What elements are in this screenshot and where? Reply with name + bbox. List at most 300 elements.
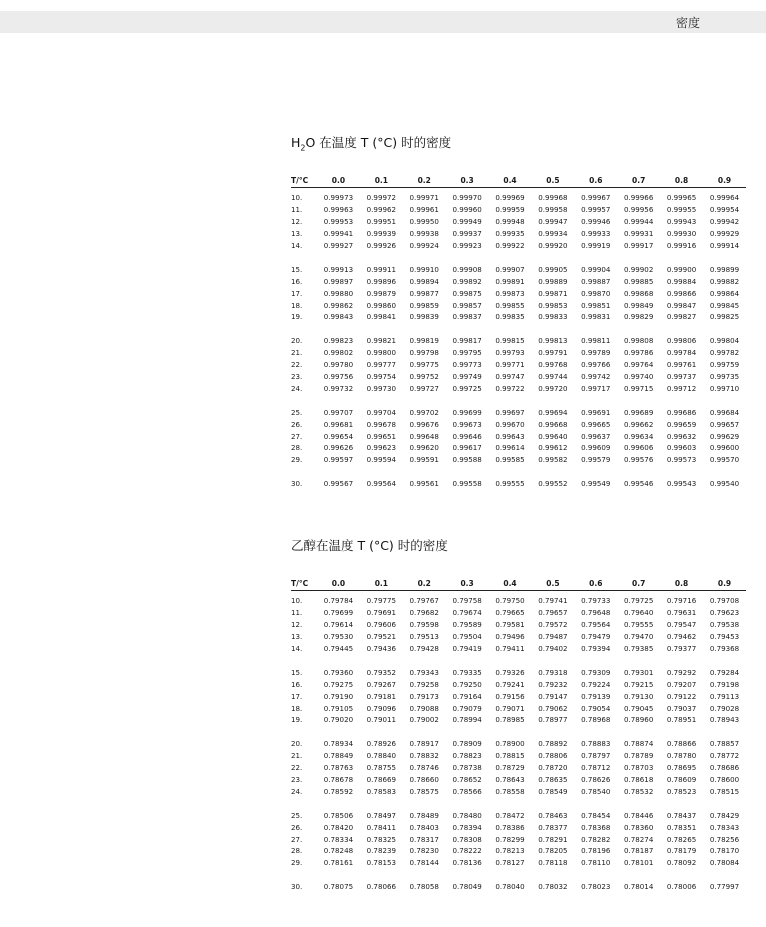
density-cell: 0.79496 [495,632,525,642]
density-cell: 0.99965 [666,193,697,203]
density-cell: 0.99585 [495,455,525,465]
density-cell: 0.78763 [323,763,354,773]
temperature-cell: 19. [291,312,303,322]
density-cell: 0.78549 [538,786,568,796]
density-cell: 0.79487 [538,632,568,642]
density-cell: 0.99926 [366,241,396,250]
temperature-cell: 16. [291,276,303,286]
density-cell: 0.78403 [409,822,439,832]
density-cell: 0.99697 [495,407,525,417]
density-cell: 0.99561 [409,479,439,489]
density-cell: 0.79716 [666,596,697,606]
density-cell: 0.99567 [323,479,354,489]
density-cell: 0.78032 [538,882,568,892]
density-cell: 0.99962 [366,205,396,215]
density-cell: 0.78720 [538,763,568,773]
density-cell: 0.99914 [709,241,740,250]
table-row [291,188,746,204]
density-cell: 0.79343 [409,667,439,677]
density-cell: 0.99908 [452,264,482,274]
density-cell: 0.99866 [666,288,697,298]
density-cell: 0.78265 [666,834,697,844]
density-cell: 0.79631 [666,608,697,618]
density-cell: 0.79640 [624,608,654,618]
density-cell: 0.79011 [366,715,396,725]
density-cell: 0.99953 [323,217,354,227]
density-cell: 0.99626 [323,443,354,453]
density-cell: 0.78857 [709,739,740,749]
density-cell: 0.79335 [452,667,482,677]
density-cell: 0.99800 [366,348,396,358]
table-row [291,275,746,287]
column-header: 0.9 [703,576,746,591]
density-cell: 0.79741 [538,596,568,606]
water-title-h: H [291,135,301,150]
density-cell: 0.78755 [366,763,396,773]
density-cell: 0.99877 [409,288,439,298]
density-cell: 0.99911 [366,264,396,274]
density-cell: 0.79318 [538,667,568,677]
density-cell: 0.99780 [323,360,354,370]
density-cell: 0.99678 [366,419,396,429]
density-cell: 0.79224 [581,679,611,689]
density-cell: 0.79250 [452,679,482,689]
density-cell: 0.99934 [538,229,568,239]
table-row [291,857,746,869]
density-cell: 0.78023 [581,882,611,892]
ethanol-table-title: 乙醇在温度 T (°C) 时的密度 [291,538,448,553]
density-cell: 0.78943 [709,715,740,725]
temperature-cell: 11. [291,608,303,618]
density-cell: 0.78660 [409,775,439,785]
density-cell: 0.99620 [409,443,439,453]
density-cell: 0.99913 [323,264,354,274]
temperature-cell: 15. [291,667,303,677]
density-cell: 0.78351 [666,822,697,832]
density-cell: 0.78515 [709,786,740,796]
density-cell: 0.78179 [666,846,697,856]
density-cell: 0.99951 [366,217,396,227]
density-cell: 0.99744 [538,372,568,382]
density-cell: 0.99606 [624,443,654,453]
density-cell: 0.99845 [709,300,740,310]
density-cell: 0.99910 [409,264,439,274]
density-cell: 0.79436 [366,644,396,653]
density-cell: 0.78609 [666,775,697,785]
density-cell: 0.99970 [452,193,482,203]
density-cell: 0.99942 [709,217,740,227]
density-cell: 0.99717 [581,383,611,393]
density-cell: 0.99919 [581,241,611,250]
density-cell: 0.99791 [538,348,568,358]
table-row [291,619,746,631]
density-cell: 0.99821 [366,336,396,346]
density-cell: 0.99600 [709,443,740,453]
density-cell: 0.99764 [624,360,654,370]
density-cell: 0.99960 [452,205,482,215]
density-cell: 0.78746 [409,763,439,773]
density-cell: 0.99973 [323,193,354,203]
density-cell: 0.78695 [666,763,697,773]
density-cell: 0.99829 [624,312,654,322]
density-cell: 0.99802 [323,348,354,358]
density-cell: 0.78360 [624,822,654,832]
density-cell: 0.99831 [581,312,611,322]
density-cell: 0.99948 [495,217,525,227]
density-cell: 0.99576 [624,455,654,465]
temperature-cell: 30. [291,882,303,892]
density-cell: 0.99964 [709,193,740,203]
density-cell: 0.99623 [366,443,396,453]
density-cell: 0.99766 [581,360,611,370]
density-cell: 0.78196 [581,846,611,856]
density-cell: 0.99813 [538,336,568,346]
density-cell: 0.79190 [323,691,354,701]
column-header: 0.6 [574,173,617,188]
density-cell: 0.99570 [709,455,740,465]
density-cell: 0.78823 [452,751,482,761]
density-cell: 0.78187 [624,846,654,856]
density-cell: 0.78849 [323,751,354,761]
density-cell: 0.77997 [709,882,740,892]
column-header: 0.3 [446,576,489,591]
density-cell: 0.99786 [624,348,654,358]
density-cell: 0.79411 [495,644,525,653]
density-cell: 0.78712 [581,763,611,773]
density-cell: 0.99686 [666,407,697,417]
table-row [291,738,746,750]
table-row [291,702,746,714]
density-cell: 0.99905 [538,264,568,274]
density-cell: 0.78489 [409,810,439,820]
density-cell: 0.99564 [366,479,396,489]
density-cell: 0.79028 [709,703,740,713]
table-row [291,845,746,857]
density-cell: 0.78230 [409,846,439,856]
density-cell: 0.78780 [666,751,697,761]
density-cell: 0.99546 [624,479,654,489]
table-row [291,785,746,797]
density-cell: 0.99916 [666,241,697,250]
density-cell: 0.99540 [709,479,740,489]
density-cell: 0.99935 [495,229,525,239]
density-cell: 0.78994 [452,715,482,725]
density-cell: 0.99694 [538,407,568,417]
temperature-cell: 23. [291,775,303,785]
density-cell: 0.99657 [709,419,740,429]
temperature-cell: 17. [291,691,303,701]
density-cell: 0.99835 [495,312,525,322]
density-cell: 0.99955 [666,205,697,215]
table-row [291,750,746,762]
density-cell: 0.99742 [581,372,611,382]
density-cell: 0.78917 [409,739,439,749]
density-cell: 0.79682 [409,608,439,618]
density-cell: 0.78118 [538,858,568,868]
density-cell: 0.78291 [538,834,568,844]
density-cell: 0.79258 [409,679,439,689]
density-cell: 0.79504 [452,632,482,642]
density-cell: 0.99771 [495,360,525,370]
density-cell: 0.99954 [709,205,740,215]
density-cell: 0.99968 [538,193,568,203]
density-cell: 0.99849 [624,300,654,310]
density-cell: 0.78523 [666,786,697,796]
temperature-cell: 19. [291,715,303,725]
density-cell: 0.99961 [409,205,439,215]
density-cell: 0.99789 [581,348,611,358]
density-cell: 0.99880 [323,288,354,298]
density-cell: 0.99939 [366,229,396,239]
water-table-title [291,133,746,151]
density-cell: 0.99949 [452,217,482,227]
density-cell: 0.99749 [452,372,482,382]
column-header: 0.2 [403,173,446,188]
density-cell: 0.99947 [538,217,568,227]
group-spacer [291,797,746,809]
density-cell: 0.99777 [366,360,396,370]
density-cell: 0.99632 [666,431,697,441]
density-cell: 0.79002 [409,715,439,725]
density-cell: 0.79733 [581,596,611,606]
temperature-cell: 30. [291,479,303,489]
density-cell: 0.78136 [452,858,482,868]
density-cell: 0.99922 [495,241,525,250]
density-cell: 0.99957 [581,205,611,215]
density-cell: 0.78386 [495,822,525,832]
table-row [291,204,746,216]
density-cell: 0.99612 [538,443,568,453]
table-row [291,833,746,845]
density-cell: 0.99879 [366,288,396,298]
density-cell: 0.79284 [709,667,740,677]
density-cell: 0.78874 [624,739,654,749]
temperature-cell: 25. [291,810,303,820]
density-cell: 0.99715 [624,383,654,393]
density-cell: 0.99833 [538,312,568,322]
density-cell: 0.78678 [323,775,354,785]
density-cell: 0.99963 [323,205,354,215]
density-cell: 0.78014 [624,882,654,892]
density-cell: 0.79241 [495,679,525,689]
density-cell: 0.99668 [538,419,568,429]
table-row [291,287,746,299]
density-cell: 0.99702 [409,407,439,417]
density-cell: 0.99710 [709,383,740,393]
density-cell: 0.99740 [624,372,654,382]
density-cell: 0.79275 [323,679,354,689]
density-cell: 0.79445 [323,644,354,653]
density-cell: 0.99558 [452,479,482,489]
column-header: 0.0 [317,576,360,591]
density-cell: 0.79377 [666,644,697,653]
temperature-cell: 17. [291,288,303,298]
density-cell: 0.99552 [538,479,568,489]
temperature-cell: 18. [291,300,303,310]
density-cell: 0.99884 [666,276,697,286]
temperature-cell: 10. [291,596,303,606]
temperature-cell: 28. [291,846,303,856]
density-cell: 0.78205 [538,846,568,856]
density-cell: 0.99699 [452,407,482,417]
density-cell: 0.99841 [366,312,396,322]
density-cell: 0.99594 [366,455,396,465]
density-cell: 0.79352 [366,667,396,677]
density-cell: 0.79572 [538,620,568,630]
density-cell: 0.79164 [452,691,482,701]
density-cell: 0.78583 [366,786,396,796]
density-cell: 0.99959 [495,205,525,215]
column-header: 0.4 [489,576,532,591]
density-cell: 0.99950 [409,217,439,227]
column-header: T/°C [291,576,317,591]
density-cell: 0.99795 [452,348,482,358]
temperature-cell: 13. [291,229,303,239]
density-cell: 0.99591 [409,455,439,465]
density-cell: 0.99756 [323,372,354,382]
density-cell: 0.99691 [581,407,611,417]
density-cell: 0.79589 [452,620,482,630]
density-cell: 0.78256 [709,834,740,844]
column-header: 0.9 [703,173,746,188]
temperature-cell: 18. [291,703,303,713]
density-cell: 0.79775 [366,596,396,606]
density-cell: 0.99931 [624,229,654,239]
temperature-cell: 13. [291,632,303,642]
density-cell: 0.79267 [366,679,396,689]
table-row [291,299,746,311]
density-cell: 0.99930 [666,229,697,239]
temperature-cell: 27. [291,431,303,441]
table-row [291,690,746,702]
table-row [291,591,746,607]
density-cell: 0.78703 [624,763,654,773]
temperature-cell: 12. [291,217,303,227]
density-cell: 0.99956 [624,205,654,215]
density-cell: 0.99958 [538,205,568,215]
density-cell: 0.78497 [366,810,396,820]
density-cell: 0.78789 [624,751,654,761]
density-cell: 0.99754 [366,372,396,382]
density-cell: 0.78480 [452,810,482,820]
table-row [291,406,746,418]
density-cell: 0.99937 [452,229,482,239]
density-cell: 0.99637 [581,431,611,441]
density-cell: 0.78274 [624,834,654,844]
density-cell: 0.99676 [409,419,439,429]
temperature-cell: 25. [291,407,303,417]
density-cell: 0.79547 [666,620,697,630]
density-cell: 0.99843 [323,312,354,322]
density-cell: 0.99614 [495,443,525,453]
density-cell: 0.78635 [538,775,568,785]
density-cell: 0.78101 [624,858,654,868]
density-cell: 0.79181 [366,691,396,701]
density-cell: 0.99761 [666,360,697,370]
density-cell: 0.78084 [709,858,740,868]
column-header: 0.1 [360,576,403,591]
table-row [291,631,746,643]
group-spacer [291,726,746,738]
density-cell: 0.78729 [495,763,525,773]
table-row [291,643,746,655]
column-header: 0.4 [489,173,532,188]
density-cell: 0.78446 [624,810,654,820]
density-cell: 0.78127 [495,858,525,868]
density-cell: 0.99737 [666,372,697,382]
table-row [291,371,746,383]
density-cell: 0.99784 [666,348,697,358]
temperature-cell: 22. [291,763,303,773]
table-row [291,607,746,619]
density-cell: 0.78558 [495,786,525,796]
density-cell: 0.79555 [624,620,654,630]
density-cell: 0.79784 [323,596,354,606]
temperature-cell: 23. [291,372,303,382]
density-cell: 0.99941 [323,229,354,239]
density-cell: 0.99634 [624,431,654,441]
water-density-table [291,173,746,490]
temperature-cell: 27. [291,834,303,844]
density-cell: 0.99673 [452,419,482,429]
group-spacer [291,323,746,335]
density-cell: 0.99967 [581,193,611,203]
density-cell: 0.78840 [366,751,396,761]
density-cell: 0.78454 [581,810,611,820]
column-header: 0.6 [574,576,617,591]
density-cell: 0.99689 [624,407,654,417]
temperature-cell: 12. [291,620,303,630]
density-cell: 0.79513 [409,632,439,642]
density-cell: 0.78222 [452,846,482,856]
density-cell: 0.78866 [666,739,697,749]
density-cell: 0.78411 [366,822,396,832]
density-cell: 0.78437 [666,810,697,820]
group-spacer [291,394,746,406]
density-cell: 0.99798 [409,348,439,358]
density-cell: 0.78368 [581,822,611,832]
density-cell: 0.99891 [495,276,525,286]
density-cell: 0.99752 [409,372,439,382]
density-cell: 0.99837 [452,312,482,322]
density-cell: 0.99857 [452,300,482,310]
column-header: 0.3 [446,173,489,188]
density-cell: 0.99579 [581,455,611,465]
table-row [291,418,746,430]
density-cell: 0.99773 [452,360,482,370]
water-title-rest: O 在温度 T (°C) 时的密度 [305,135,452,150]
density-cell: 0.79623 [709,608,740,618]
density-cell: 0.99804 [709,336,740,346]
density-cell: 0.79453 [709,632,740,642]
density-cell: 0.99966 [624,193,654,203]
ethanol-density-section [291,536,746,893]
density-cell: 0.99712 [666,383,697,393]
table-row [291,454,746,466]
density-cell: 0.78806 [538,751,568,761]
density-cell: 0.99873 [495,288,525,298]
table-row [291,216,746,228]
density-cell: 0.78506 [323,810,354,820]
temperature-cell: 24. [291,383,303,393]
density-cell: 0.99659 [666,419,697,429]
density-cell: 0.99972 [366,193,396,203]
density-cell: 0.99793 [495,348,525,358]
density-cell: 0.99933 [581,229,611,239]
density-cell: 0.99897 [323,276,354,286]
density-cell: 0.79462 [666,632,697,642]
density-cell: 0.79598 [409,620,439,630]
